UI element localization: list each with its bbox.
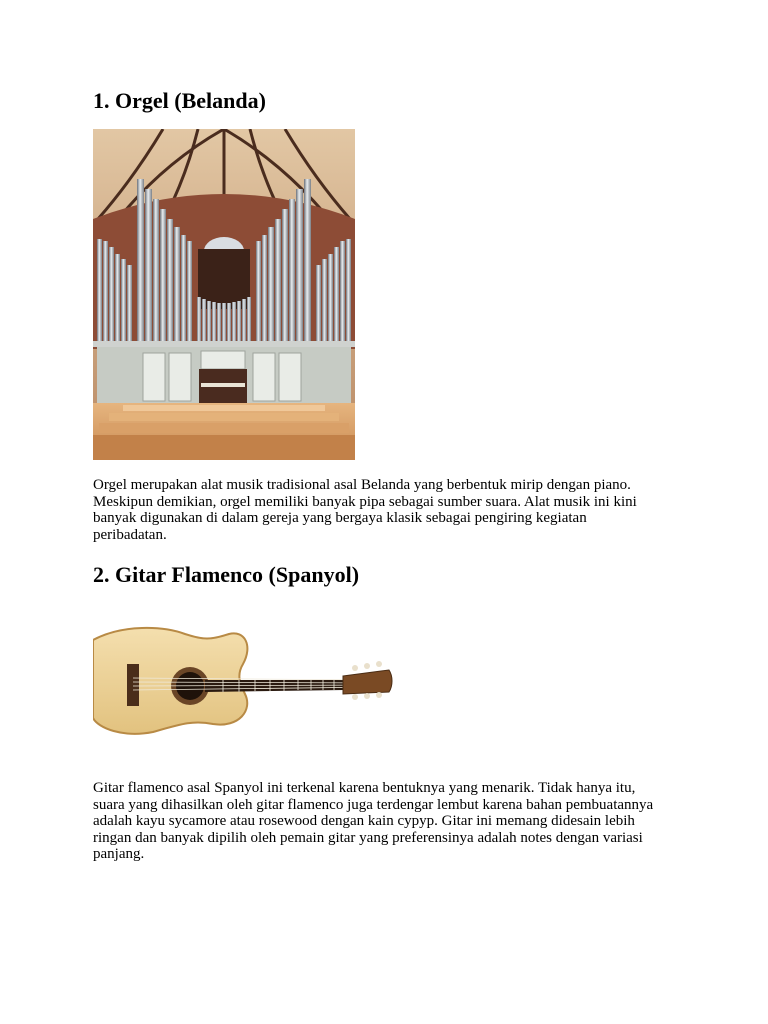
gitar-description <box>93 780 683 863</box>
section-heading-orgel: 1. Orgel (Belanda) <box>93 88 266 113</box>
flamenco-guitar-image <box>93 600 395 760</box>
text-line: banyak digunakan di dalam gereja yang bergaya klasik sebagai pengiring kegiatan <box>93 510 587 526</box>
text-line: suara yang dihasilkan oleh gitar flamenco juga terdengar lembut karena bahan pembuatannya <box>93 796 654 813</box>
text-line: ringan dan banyak dipilih oleh pemain gitar yang preferensinya adalah notes dengan variasi <box>93 829 643 846</box>
orgel-description <box>93 477 683 543</box>
text-line: adalah kayu sycamore atau rosewood dengan kain cypyp. Gitar ini memang didesain lebih <box>93 813 635 829</box>
pipe-organ-image <box>93 129 355 460</box>
text-line: peribadatan. <box>93 526 167 543</box>
text-line: Gitar flamenco asal Spanyol ini terkenal karena bentuknya yang menarik. Tidak hanya itu, <box>93 780 636 796</box>
text-line: panjang. <box>93 846 145 862</box>
text-line: Meskipun demikian, orgel memiliki banyak pipa sebagai sumber suara. Alat musik ini kini <box>93 493 637 510</box>
text-line: Orgel merupakan alat musik tradisional asal Belanda yang berbentuk mirip dengan piano. <box>93 477 631 493</box>
section-heading-gitar: 2. Gitar Flamenco (Spanyol) <box>93 562 360 587</box>
